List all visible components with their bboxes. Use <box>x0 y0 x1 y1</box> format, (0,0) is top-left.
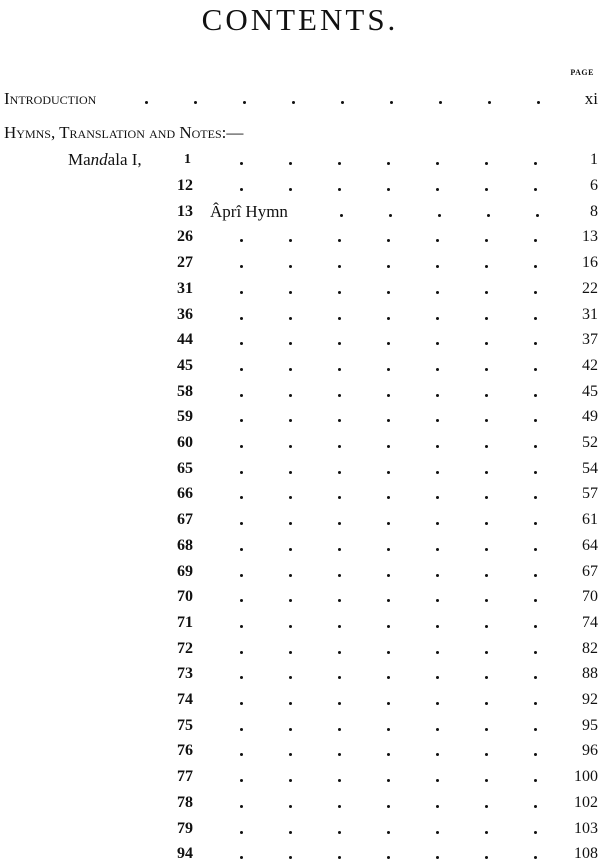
leader-dot <box>338 265 341 268</box>
leader-dot <box>387 188 390 191</box>
toc-entry-page: 1 <box>590 151 598 168</box>
leader-dot <box>534 394 537 397</box>
toc-entry-hymn: 26 <box>177 228 193 246</box>
toc-entry[interactable] <box>0 561 600 583</box>
leader-dot <box>289 676 292 679</box>
toc-entry-hymn: 68 <box>177 536 193 554</box>
toc-entry[interactable] <box>0 432 600 454</box>
leader-dot <box>240 599 243 602</box>
toc-entry-hymn: 65 <box>177 459 193 477</box>
leader-dot <box>338 419 341 422</box>
leader-dot <box>338 445 341 448</box>
leader-dot <box>537 101 540 104</box>
leader-dot <box>338 342 341 345</box>
leader-dot <box>387 728 390 731</box>
toc-entry[interactable] <box>0 509 600 531</box>
leader-dot <box>389 214 392 217</box>
leader-dot <box>534 496 537 499</box>
leader-dot <box>240 522 243 525</box>
leader-dot <box>436 471 439 474</box>
leader-dot <box>240 368 243 371</box>
leader-dot <box>240 702 243 705</box>
toc-entry-page: 42 <box>582 356 598 374</box>
leader-dot <box>534 753 537 756</box>
toc-entry-page: 54 <box>582 459 598 477</box>
leader-dot <box>341 101 344 104</box>
toc-entry-hymn: 12 <box>177 177 193 194</box>
toc-entry[interactable] <box>0 818 600 840</box>
leader-dot <box>436 317 439 320</box>
leader-dot <box>436 188 439 191</box>
leader-dot <box>436 394 439 397</box>
toc-entry-page: 31 <box>582 305 598 323</box>
leader-dot <box>338 496 341 499</box>
leader-dot <box>240 471 243 474</box>
leader-dot <box>338 805 341 808</box>
toc-entry-page: 52 <box>582 434 598 451</box>
leader-dot <box>387 239 390 242</box>
leader-dot <box>340 214 343 217</box>
leader-dot <box>436 239 439 242</box>
toc-entry-page: 22 <box>582 279 598 297</box>
leader-dot <box>387 522 390 525</box>
leader-dot <box>485 342 488 345</box>
leader-dot <box>534 342 537 345</box>
leader-dot <box>338 625 341 628</box>
leader-dot <box>534 471 537 474</box>
leader-dot <box>485 702 488 705</box>
leader-dot <box>289 368 292 371</box>
toc-entry-page: 82 <box>582 639 598 657</box>
leader-dot <box>387 831 390 834</box>
leader-dot <box>289 599 292 602</box>
leader-dot <box>487 214 490 217</box>
leader-dot <box>240 651 243 654</box>
toc-entry[interactable] <box>0 458 600 480</box>
leader-dot <box>240 394 243 397</box>
toc-entry-hymn: 13 <box>177 202 193 220</box>
toc-entry-hymn: 1 <box>184 152 191 167</box>
leader-dot <box>240 856 243 859</box>
toc-entry-hymn: 73 <box>177 665 193 683</box>
leader-dot <box>534 445 537 448</box>
leader-dot <box>338 676 341 679</box>
leader-dot <box>534 239 537 242</box>
toc-entry[interactable] <box>0 201 600 223</box>
leader-dot <box>338 831 341 834</box>
toc-entry-page: 6 <box>590 177 598 194</box>
toc-entry[interactable] <box>0 766 600 788</box>
leader-dot <box>436 342 439 345</box>
toc-entry-hymn: 69 <box>177 562 193 580</box>
page-title: CONTENTS. <box>201 2 399 37</box>
leader-dot <box>485 522 488 525</box>
leader-dot <box>485 419 488 422</box>
toc-entry[interactable] <box>0 792 600 814</box>
leader-dot <box>436 625 439 628</box>
leader-dot <box>485 753 488 756</box>
leader-dot <box>289 574 292 577</box>
leader-dot <box>338 394 341 397</box>
leader-dot <box>534 162 537 165</box>
toc-entry-page: xi <box>584 89 598 108</box>
leader-dot <box>485 445 488 448</box>
toc-entry-hymn: 75 <box>177 716 193 734</box>
toc-entry[interactable] <box>0 689 600 711</box>
toc-entry[interactable] <box>0 329 600 351</box>
leader-dot <box>289 831 292 834</box>
leader-dot <box>436 368 439 371</box>
leader-dot <box>387 419 390 422</box>
leader-dot <box>436 522 439 525</box>
leader-dot <box>387 162 390 165</box>
leader-dot <box>240 831 243 834</box>
leader-dot <box>240 779 243 782</box>
leader-dot <box>534 728 537 731</box>
leader-dot <box>387 291 390 294</box>
leader-dot <box>485 239 488 242</box>
leader-dot <box>436 265 439 268</box>
leader-dot <box>436 676 439 679</box>
leader-dot <box>289 419 292 422</box>
toc-entry-hymn: 59 <box>177 408 193 426</box>
leader-dot <box>485 394 488 397</box>
leader-dot <box>436 599 439 602</box>
leader-dot <box>485 651 488 654</box>
toc-entry[interactable] <box>0 355 600 377</box>
leader-dot <box>289 342 292 345</box>
toc-entry-page: 70 <box>582 588 598 606</box>
leader-dot <box>289 856 292 859</box>
leader-dot <box>289 805 292 808</box>
toc-entry-hymn: 71 <box>177 613 193 631</box>
leader-dot <box>387 625 390 628</box>
leader-dot <box>338 856 341 859</box>
leader-dot <box>485 805 488 808</box>
toc-entry[interactable] <box>0 663 600 685</box>
toc-entry-mandala[interactable] <box>0 149 600 171</box>
leader-dot <box>338 599 341 602</box>
leader-dot <box>387 805 390 808</box>
page-column-label: PAGE <box>570 68 594 77</box>
section-label: Hymns, Translation and Notes:— <box>4 123 244 142</box>
leader-dot <box>534 702 537 705</box>
leader-dot <box>488 101 491 104</box>
toc-entry-page: 57 <box>582 485 598 503</box>
leader-dot <box>338 779 341 782</box>
leader-dot <box>534 856 537 859</box>
leader-dot <box>289 317 292 320</box>
leader-dot <box>289 188 292 191</box>
leader-dot <box>338 188 341 191</box>
leader-dot <box>338 368 341 371</box>
toc-entry-hymn: 58 <box>177 382 193 400</box>
leader-dot <box>240 291 243 294</box>
leader-dot <box>387 676 390 679</box>
toc-entry-page: 67 <box>582 562 598 580</box>
leader-dot <box>240 753 243 756</box>
leader-dot <box>338 753 341 756</box>
toc-entry-hymn: 60 <box>177 434 193 451</box>
leader-dot <box>240 548 243 551</box>
leader-dot <box>289 445 292 448</box>
toc-entry-page: 103 <box>574 819 598 837</box>
leader-dot <box>387 496 390 499</box>
toc-entry[interactable] <box>0 612 600 634</box>
leader-dot <box>534 265 537 268</box>
toc-entry[interactable] <box>0 638 600 660</box>
leader-dot <box>387 317 390 320</box>
toc-entry-hymn: 94 <box>177 845 193 863</box>
leader-dot <box>240 625 243 628</box>
leader-dot <box>485 368 488 371</box>
toc-entry-page: 96 <box>582 742 598 760</box>
leader-dot <box>534 317 537 320</box>
toc-entry-hymn: 27 <box>177 254 193 272</box>
toc-entry[interactable] <box>0 381 600 403</box>
leader-dot <box>292 101 295 104</box>
leader-dot <box>534 419 537 422</box>
toc-entry[interactable] <box>0 586 600 608</box>
leader-dot <box>436 831 439 834</box>
leader-dot <box>289 728 292 731</box>
leader-dot <box>534 522 537 525</box>
leader-dot <box>436 728 439 731</box>
leader-dot <box>485 676 488 679</box>
toc-entry-page: 37 <box>582 331 598 349</box>
leader-dot <box>387 651 390 654</box>
toc-entry-hymn: 67 <box>177 511 193 529</box>
leader-dot <box>436 702 439 705</box>
toc-entry-hymn: 77 <box>177 768 193 786</box>
leader-dot <box>240 805 243 808</box>
toc-entry-title: Âprî Hymn <box>210 201 288 221</box>
leader-dot <box>387 753 390 756</box>
leader-dot <box>436 548 439 551</box>
toc-entry[interactable] <box>0 740 600 762</box>
toc-entry[interactable] <box>0 252 600 274</box>
leader-dot <box>240 574 243 577</box>
leader-dot <box>289 471 292 474</box>
leader-dot <box>145 101 148 104</box>
toc-entry-page: 95 <box>582 716 598 734</box>
leader-dot <box>289 753 292 756</box>
leader-dot <box>438 214 441 217</box>
leader-dot <box>436 856 439 859</box>
leader-dot <box>289 625 292 628</box>
leader-dot <box>436 496 439 499</box>
toc-entry-page: 108 <box>574 845 598 863</box>
leader-dot <box>534 625 537 628</box>
leader-dot <box>240 496 243 499</box>
leader-dot <box>485 548 488 551</box>
leader-dot <box>338 239 341 242</box>
leader-dot <box>387 574 390 577</box>
leader-dot <box>338 548 341 551</box>
leader-dot <box>289 548 292 551</box>
leader-dot <box>485 625 488 628</box>
toc-entry[interactable] <box>0 483 600 505</box>
leader-dot <box>387 856 390 859</box>
toc-entry-hymn: 45 <box>177 356 193 374</box>
leader-dot <box>436 162 439 165</box>
leader-dot <box>485 291 488 294</box>
leader-dot <box>338 471 341 474</box>
leader-dot <box>534 574 537 577</box>
leader-dot <box>485 728 488 731</box>
leader-dot <box>240 162 243 165</box>
leader-dot <box>289 522 292 525</box>
leader-dot <box>387 599 390 602</box>
leader-dot <box>485 779 488 782</box>
leader-dot <box>485 265 488 268</box>
leader-dot <box>534 599 537 602</box>
toc-entry-page: 102 <box>574 793 598 811</box>
leader-dot <box>436 753 439 756</box>
leader-dot <box>338 317 341 320</box>
toc-entry-hymn: 66 <box>177 485 193 503</box>
leader-dot <box>338 728 341 731</box>
leader-dot <box>536 214 539 217</box>
toc-entry[interactable] <box>0 278 600 300</box>
leader-dot <box>485 162 488 165</box>
leader-dot <box>439 101 442 104</box>
toc-entry-page: 100 <box>574 768 598 786</box>
leader-dot <box>436 651 439 654</box>
leader-dot <box>485 317 488 320</box>
toc-entry[interactable] <box>0 226 600 248</box>
leader-dot <box>436 805 439 808</box>
toc-entry-page: 16 <box>582 254 598 272</box>
leader-dot <box>534 831 537 834</box>
leader-dot <box>387 445 390 448</box>
leader-dot <box>289 265 292 268</box>
toc-entry-label: Introduction <box>4 89 97 108</box>
leader-dot <box>436 574 439 577</box>
toc-entry-page: 92 <box>582 691 598 708</box>
leader-dot <box>338 522 341 525</box>
leader-dot <box>436 419 439 422</box>
leader-dot <box>387 368 390 371</box>
leader-dot <box>387 342 390 345</box>
leader-dot <box>387 471 390 474</box>
leader-dot <box>240 317 243 320</box>
leader-dot <box>240 728 243 731</box>
leader-dot <box>338 291 341 294</box>
leader-dot <box>485 496 488 499</box>
leader-dot <box>436 445 439 448</box>
leader-dot <box>194 101 197 104</box>
toc-entry-page: 74 <box>582 613 598 631</box>
toc-entry[interactable] <box>0 715 600 737</box>
leader-dot <box>240 419 243 422</box>
leader-dot <box>338 702 341 705</box>
leader-dot <box>387 702 390 705</box>
leader-dot <box>289 291 292 294</box>
leader-dot <box>387 548 390 551</box>
leader-dot <box>289 496 292 499</box>
leader-dot <box>240 188 243 191</box>
toc-entry-page: 8 <box>590 202 598 220</box>
leader-dot <box>534 548 537 551</box>
leader-dot <box>338 574 341 577</box>
toc-entry-page: 64 <box>582 536 598 554</box>
leader-dot <box>534 805 537 808</box>
toc-entry[interactable] <box>0 843 600 865</box>
toc-entry[interactable] <box>0 406 600 428</box>
toc-entry[interactable] <box>0 175 600 197</box>
mandala-label: Mandala I, <box>68 150 142 169</box>
leader-dot <box>485 574 488 577</box>
leader-dot <box>289 651 292 654</box>
toc-entry-page: 88 <box>582 665 598 683</box>
leader-dot <box>534 188 537 191</box>
leader-dot <box>534 651 537 654</box>
leader-dot <box>436 779 439 782</box>
toc-entry-hymn: 31 <box>177 279 193 297</box>
toc-entry-page: 49 <box>582 408 598 426</box>
toc-entry-hymn: 70 <box>177 588 193 606</box>
leader-dot <box>338 651 341 654</box>
leader-dot <box>436 291 439 294</box>
leader-dot <box>485 856 488 859</box>
toc-entry-hymn: 76 <box>177 742 193 760</box>
leader-dot <box>387 394 390 397</box>
toc-entry-hymn: 72 <box>177 639 193 657</box>
leader-dot <box>485 188 488 191</box>
toc-entry-page: 45 <box>582 382 598 400</box>
toc-entry-hymn: 36 <box>177 305 193 323</box>
toc-entry-introduction[interactable] <box>0 88 600 110</box>
leader-dot <box>485 599 488 602</box>
toc-entry-hymn: 79 <box>177 819 193 837</box>
toc-entry-hymn: 78 <box>177 793 193 811</box>
leader-dot <box>485 471 488 474</box>
leader-dot <box>289 162 292 165</box>
toc-entry-hymn: 74 <box>177 691 193 708</box>
leader-dot <box>240 445 243 448</box>
toc-entry[interactable] <box>0 535 600 557</box>
leader-dot <box>534 291 537 294</box>
leader-dot <box>534 779 537 782</box>
leader-dot <box>240 239 243 242</box>
toc-section-heading <box>0 122 600 144</box>
leader-dot <box>534 676 537 679</box>
leader-dot <box>243 101 246 104</box>
leader-dot <box>534 368 537 371</box>
leader-dot <box>390 101 393 104</box>
leader-dot <box>387 265 390 268</box>
toc-entry-page: 13 <box>582 228 598 246</box>
leader-dot <box>240 342 243 345</box>
leader-dot <box>338 162 341 165</box>
leader-dot <box>485 831 488 834</box>
leader-dot <box>289 779 292 782</box>
leader-dot <box>289 702 292 705</box>
toc-entry-hymn: 44 <box>177 331 193 349</box>
leader-dot <box>240 265 243 268</box>
leader-dot <box>387 779 390 782</box>
toc-entry-page: 61 <box>582 511 598 529</box>
leader-dot <box>289 239 292 242</box>
leader-dot <box>240 676 243 679</box>
leader-dot <box>289 394 292 397</box>
toc-entry[interactable] <box>0 304 600 326</box>
